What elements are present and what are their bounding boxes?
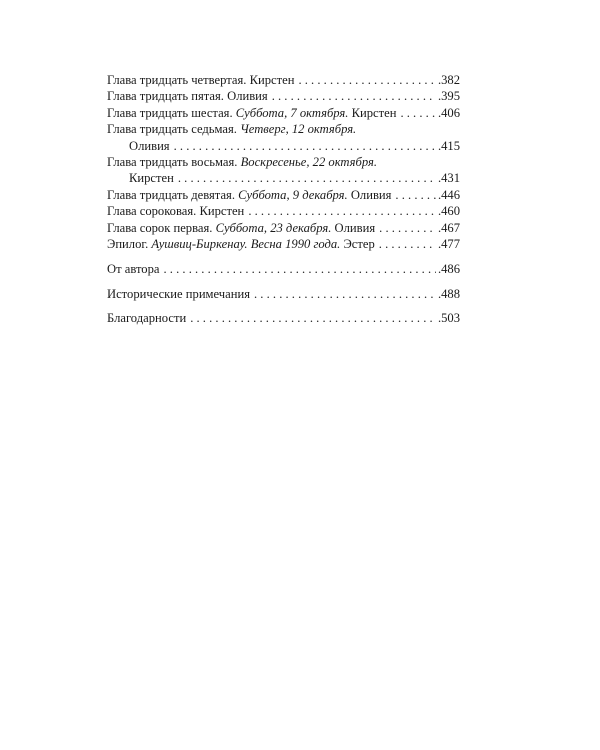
toc-page-number: .460 (437, 204, 460, 219)
toc-page-number: .503 (437, 311, 460, 326)
toc-entry-title (107, 203, 244, 219)
toc-entry-text-part: Суббота, 23 декабря. (215, 220, 332, 235)
toc-page-number: .467 (437, 220, 460, 235)
toc-entry-text-part: Эпилог. (107, 237, 152, 252)
toc-entry-text-part: Оливия (331, 220, 376, 235)
toc-entry (107, 154, 460, 170)
toc-entry-text-part: Эстер (340, 237, 375, 252)
toc-gap (107, 302, 460, 310)
toc-entry-text-part: Глава тридцать пятая. Оливия (107, 89, 268, 104)
toc-entry-title (129, 170, 174, 186)
toc-entry-continuation (107, 138, 460, 154)
toc-entry-title (107, 105, 396, 121)
toc-entry-text-part: Суббота, 9 декабря. (238, 187, 348, 202)
toc-entry-title (107, 154, 377, 170)
toc-gap (107, 278, 460, 286)
toc-entry-text-part: Воскресенье, 22 октября. (240, 155, 377, 170)
toc-entry-text-part: Четверг, 12 октября. (240, 122, 357, 137)
toc-entry-text-part: Глава тридцать седьмая. (107, 122, 241, 137)
toc-entry-text-part: Глава тридцать шестая. (107, 105, 236, 120)
toc-entry (107, 88, 460, 104)
toc-entry-title (107, 88, 268, 104)
toc-leader-dots (395, 187, 436, 203)
toc-page-number: .486 (437, 262, 460, 277)
toc-entry-title (107, 187, 391, 203)
toc-entry-title (107, 220, 375, 236)
toc-entry-title (107, 121, 356, 137)
toc-entry (107, 261, 460, 277)
toc-entry-text-part: Глава тридцать восьмая. (107, 155, 241, 170)
toc-entry (107, 121, 460, 137)
toc-leader-dots (254, 286, 436, 302)
toc-page-number: .446 (437, 187, 460, 202)
toc-entry-title (107, 72, 294, 88)
toc-page-number: .488 (437, 286, 460, 301)
toc-leader-dots (379, 236, 436, 252)
toc-entry-text-part: Аушвиц-Биркенау. Весна 1990 года. (151, 237, 341, 252)
toc-entry-text-part: Благодарности (107, 311, 187, 326)
toc-entry-text-part: Глава тридцать девятая. (107, 187, 239, 202)
toc-leader-dots (400, 105, 436, 121)
toc-entry (107, 72, 460, 88)
toc-leader-dots (164, 261, 436, 277)
toc-page-number: .431 (437, 171, 460, 186)
toc-page-number: .406 (437, 105, 460, 120)
toc-entry-text-part: Оливия (347, 187, 392, 202)
toc-leader-dots (298, 72, 436, 88)
toc-leader-dots (272, 88, 436, 104)
toc-entry (107, 286, 460, 302)
toc-gap (107, 252, 460, 261)
toc-entry-title (129, 138, 170, 154)
table-of-contents (107, 72, 460, 327)
toc-entry-text-part: От автора (107, 262, 160, 277)
toc-entry-text-part: Глава сорок первая. (107, 220, 216, 235)
toc-entry (107, 236, 460, 252)
toc-leader-dots (248, 203, 436, 219)
toc-page-number: .415 (437, 138, 460, 153)
toc-entry (107, 220, 460, 236)
toc-page-number: .395 (437, 89, 460, 104)
toc-entry-text-part: Кирстен (129, 171, 174, 186)
toc-leader-dots (379, 220, 436, 236)
toc-entry-text-part: Кирстен (348, 105, 397, 120)
toc-page-number: .382 (437, 73, 460, 87)
toc-entry-title (107, 310, 186, 326)
toc-entry-text-part: Глава сороковая. Кирстен (107, 204, 245, 219)
toc-leader-dots (190, 310, 436, 326)
toc-entry (107, 187, 460, 203)
toc-entry-continuation (107, 170, 460, 186)
toc-entry (107, 105, 460, 121)
toc-entry (107, 310, 460, 326)
toc-entry-text-part: Оливия (129, 138, 170, 153)
toc-entry (107, 203, 460, 219)
toc-entry-text-part: Глава тридцать четвертая. Кирстен (107, 73, 295, 87)
toc-entry-text-part: Суббота, 7 октября. (235, 105, 349, 120)
toc-entry-title (107, 236, 375, 252)
toc-leader-dots (178, 170, 436, 186)
toc-entry-title (107, 261, 160, 277)
toc-entry-text-part: Исторические примечания (107, 286, 250, 301)
toc-page-number: .477 (437, 237, 460, 252)
toc-leader-dots (174, 138, 436, 154)
toc-entry-title (107, 286, 250, 302)
